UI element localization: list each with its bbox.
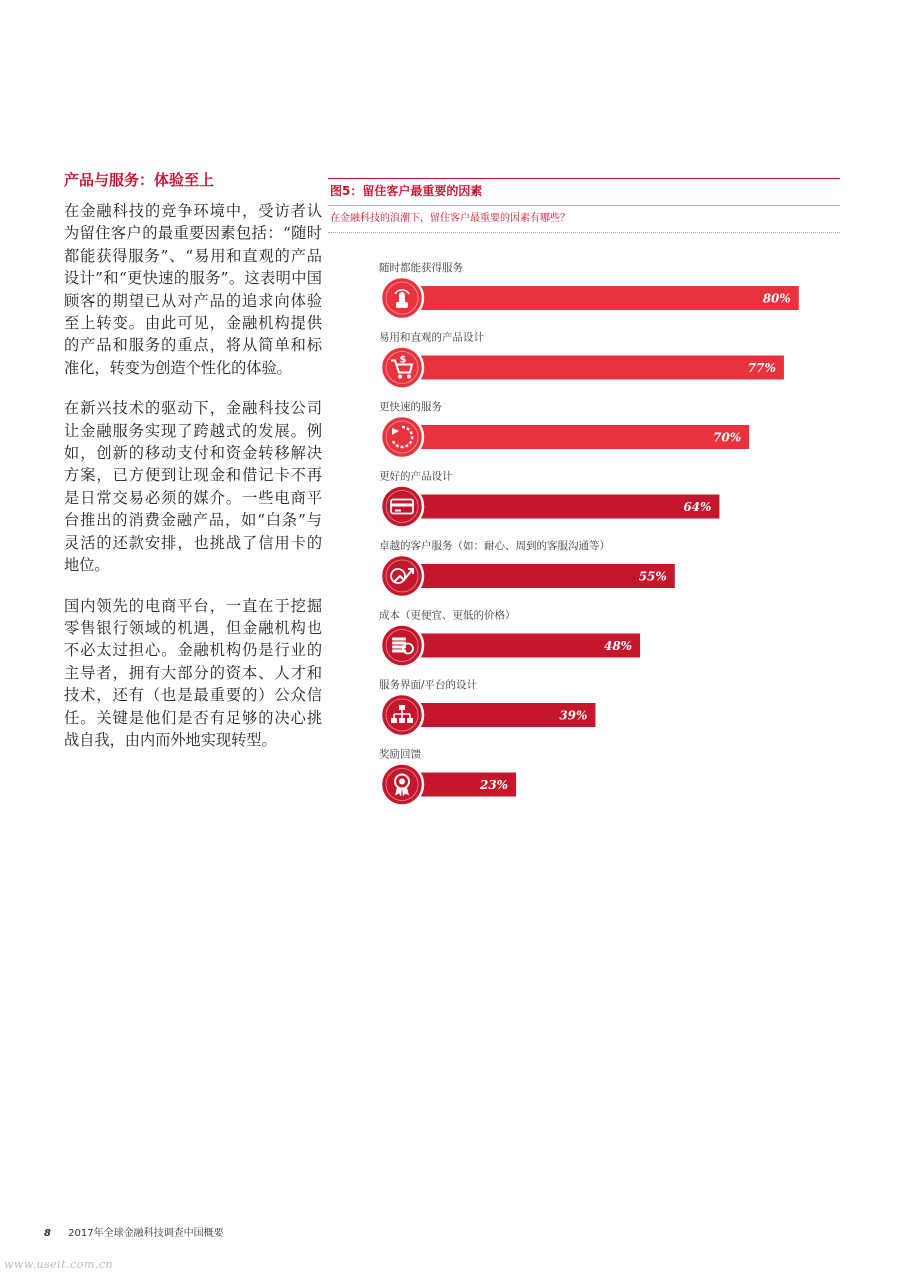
paragraph-2: 在新兴技术的驱动下，金融科技公司让金融服务实现了跨越式的发展。例如，创新的移动支付和资金转移解决方案，已方便到让现金和借记卡不再是日常交易必须的媒介。一些电商平台推出的消费金融产品，如“白条”与灵活的还款安排，也挑战了信用卡的地位。 [64, 399, 322, 575]
category-label: 卓越的客户服务（如：耐心、周到的客服沟通等） [379, 540, 610, 552]
chart-row [379, 678, 595, 736]
bar [402, 564, 675, 588]
category-label: 更好的产品设计 [379, 470, 453, 483]
figure-subtitle: 在金融科技的浪潮下，留住客户最重要的因素有哪些？ [330, 213, 570, 224]
page-number: 8 [44, 1228, 51, 1239]
bar [399, 354, 784, 380]
section-heading: 产品与服务：体验至上 [64, 171, 215, 189]
chart-row [379, 609, 640, 667]
svg-text:$: $ [399, 354, 407, 366]
chart-row [379, 748, 516, 806]
category-label: 服务界面/平台的设计 [379, 679, 478, 691]
chart-row [379, 261, 799, 319]
value-label: 80% [762, 291, 791, 306]
icon-circle [381, 555, 423, 597]
category-label: 奖励回馈 [379, 748, 421, 761]
bar [402, 286, 799, 310]
icon-circle [381, 347, 423, 389]
value-label: 77% [747, 361, 776, 375]
category-label: 易用和直观的产品设计 [379, 331, 484, 344]
value-label: 64% [683, 500, 712, 514]
paragraph-3: 国内领先的电商平台，一直在于挖掘零售银行领域的机遇，但金融机构也不必太过担心。金融机构仍是行业的主导者，拥有大部分的资本、人才和技术，还有（也是最重要的）公众信任。关键是他们是否有足够的决心挑战自我，由内而外地实现转型。 [64, 596, 322, 749]
category-label: 成本（更便宜、更低的价格） [379, 609, 516, 622]
chart-row [379, 400, 749, 458]
value-label: 55% [638, 569, 667, 584]
bar [402, 425, 749, 449]
value-label: 48% [603, 639, 633, 653]
icon-circle [381, 416, 423, 458]
paragraph-1: 在金融科技的竞争环境中，受访者认为留住客户的最重要因素包括：“随时都能获得服务”、“易用和直观的产品设计”和“更快速的服务”。这表明中国顾客的期望已从对产品的追求向体验至上转变。由此可见，金融机构提供的产品和服务的重点，将从简单和标准化，转变为创造个性化的体验。 [64, 202, 322, 377]
watermark-text: www.useit.com.cn [4, 1258, 114, 1271]
value-label: 23% [479, 778, 509, 792]
figure-title: 图5：留住客户最重要的因素 [330, 184, 483, 198]
chart-row [379, 470, 719, 528]
page-footer [44, 1224, 224, 1239]
chart-row [379, 331, 784, 389]
value-label: 70% [713, 430, 742, 445]
category-label: 更快速的服务 [379, 401, 442, 413]
value-label: 39% [559, 708, 588, 723]
footer-title: 2017年全球金融科技调查中国概要 [68, 1228, 224, 1239]
chart-row [379, 539, 675, 597]
bar [402, 495, 719, 519]
category-label: 随时都能获得服务 [379, 262, 463, 274]
